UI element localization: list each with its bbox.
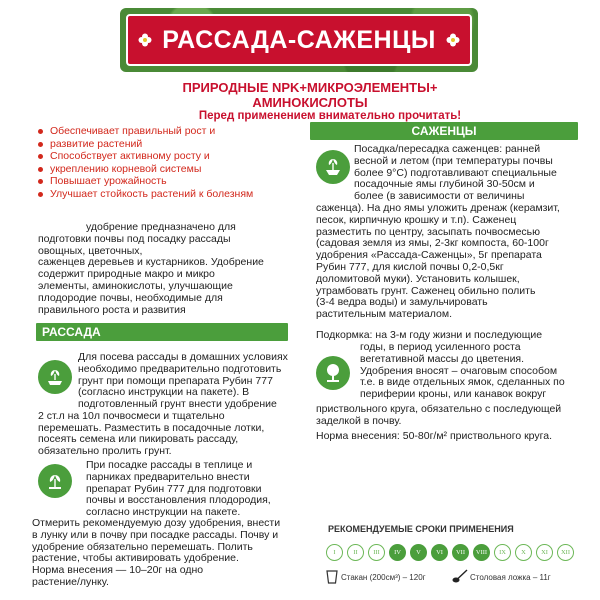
month-badge: XI xyxy=(536,544,553,561)
month-badge: IV xyxy=(389,544,406,561)
text-line: годы, в период усиленного роста xyxy=(360,341,521,353)
text-line: грунт при помощи препарата Рубин 777 xyxy=(78,374,273,387)
text-line: Удобрения вносят – очаговым способом xyxy=(360,364,558,377)
text-line: удобрение обязательно перемешать. Полить xyxy=(32,540,253,553)
text-line: разместить по центру, засыпать почвосмесью xyxy=(316,225,541,238)
text-line: препарат Рубин 777 для подготовки xyxy=(86,482,262,495)
text-line: обязательно пролить грунт. xyxy=(38,445,172,458)
text-line: саженца). На дно ямы уложить дренаж (керамзит, xyxy=(316,202,560,214)
text-line: т.е. в виде отдельных ямок, сделанных по xyxy=(360,376,565,389)
spoon-icon xyxy=(452,568,468,584)
intro-line: элементы, аминокислоты, улучшающие xyxy=(38,279,233,292)
intro-line: подготовки почвы под посадку рассады xyxy=(38,232,231,245)
text-line: Норма внесения: 50-80г/м² приствольного круга. xyxy=(316,429,552,442)
text-line: удобрения «Рассада-Саженцы», 5г препарата xyxy=(316,249,542,262)
benefit-item: Повышает урожайность xyxy=(38,175,288,188)
months-row xyxy=(326,544,574,561)
intro-line: саженцев деревьев и кустарников. Удобрение xyxy=(38,256,264,269)
text-line: (3-4 ведра воды) и замульчировать xyxy=(316,296,488,309)
text-line: 2 ст.л на 10л почвосмеси и тщательно xyxy=(38,409,225,422)
text-line: растение, чтобы активировать удобрение. xyxy=(32,552,239,565)
text-line: растение/лунку. xyxy=(32,575,109,588)
subtitle-line-2: АМИНОКИСЛОТЫ xyxy=(252,95,368,110)
sajency-feeding-paragraph xyxy=(360,342,578,401)
intro-line: содержит природные макро и микро xyxy=(38,268,215,281)
rassada-paragraph-1 xyxy=(78,352,288,399)
month-badge: II xyxy=(347,544,364,561)
text-line: утрамбовать грунт. Саженец обильно полить xyxy=(316,284,536,297)
seed-tray-icon xyxy=(38,360,72,394)
month-badge: I xyxy=(326,544,343,561)
glass-icon xyxy=(326,570,338,584)
text-line: перемешать. Разместить в посадочные лотки, xyxy=(38,421,265,434)
rassada-paragraph-2-cont xyxy=(32,518,288,589)
text-line: При посадке рассады в теплице и xyxy=(86,459,253,471)
month-badge: VIII xyxy=(473,544,490,561)
month-badge: XII xyxy=(557,544,574,561)
month-badge: VII xyxy=(452,544,469,561)
text-line: почвы и восстановления плодородия, xyxy=(86,494,271,507)
text-line: необходимо предварительно подготовить xyxy=(78,362,282,375)
text-line: заделкой в почву. xyxy=(316,414,402,427)
title-banner xyxy=(120,8,478,72)
text-line: весной и летом (при температуры почвы xyxy=(354,154,553,167)
intro-line: плодородие почвы, необходимые для xyxy=(38,291,223,304)
intro-line: правильного роста и развития xyxy=(38,303,186,316)
flower-icon xyxy=(138,33,152,47)
text-line: посадочные ямы глубиной 30-50см и xyxy=(354,178,535,191)
sprout-icon xyxy=(38,464,72,498)
month-badge: VI xyxy=(431,544,448,561)
text-line: парниках предварительно внести xyxy=(86,470,250,483)
subtitle-line-1: ПРИРОДНЫЕ NPK+МИКРОЭЛЕМЕНТЫ+ xyxy=(182,80,438,95)
text-line: согласно инструкции на пакете. xyxy=(86,506,241,519)
text-line: более (в зависимости от величины xyxy=(354,190,525,203)
text-line: Норма внесения — 10–20г на одно xyxy=(32,564,204,577)
title-banner-inner xyxy=(126,14,472,66)
text-line: доломитовой муки). Установить колышек, xyxy=(316,272,520,285)
benefit-item: Улучшает стойкость растений к болезням xyxy=(38,188,288,201)
text-line: Подкормка: на 3-м году жизни и последующие xyxy=(316,329,543,341)
benefit-item: Обеспечивает правильный рост и xyxy=(38,125,288,138)
intro-line: овощных, цветочных, xyxy=(38,244,143,257)
month-badge: IX xyxy=(494,544,511,561)
text-line: песок, кирпичную крошку и т.п). Саженец xyxy=(316,213,517,226)
spoon-measure: Столовая ложка – 11г xyxy=(470,573,551,582)
text-line: Посадка/пересадка саженцев: ранней xyxy=(354,143,541,155)
text-line: подготовленный грунт внести удобрение xyxy=(78,398,277,410)
sajency-planting-paragraph xyxy=(354,144,578,203)
text-line: вегетативной массы до цветения. xyxy=(360,352,525,365)
text-line: (садовая земля из ямы, 2-3кг компоста, 60-100г xyxy=(316,237,549,250)
text-line: Отмерить рекомендуемую дозу удобрения, внести xyxy=(32,517,281,529)
glass-measure: Стакан (200см³) – 120г xyxy=(341,573,426,582)
intro-paragraph xyxy=(38,222,286,316)
planting-icon xyxy=(316,150,350,184)
flower-icon xyxy=(446,33,460,47)
text-line: более 9°С) подготавливают специальные xyxy=(354,166,557,179)
section-header-sajency: САЖЕНЦЫ xyxy=(310,122,578,140)
benefit-item: Способствует активному росту и xyxy=(38,150,288,163)
benefit-item-cont: развитие растений xyxy=(38,138,288,151)
month-badge: III xyxy=(368,544,385,561)
page-title: РАССАДА-САЖЕНЦЫ xyxy=(162,25,436,54)
month-badge: V xyxy=(410,544,427,561)
rassada-paragraph-1-cont xyxy=(38,399,288,458)
warning-text: Перед применением внимательно прочитать! xyxy=(198,110,462,122)
sajency-planting-paragraph-cont xyxy=(316,203,578,321)
tree-icon xyxy=(316,356,350,390)
text-line: Для посева рассады в домашних условиях xyxy=(78,351,288,363)
text-line: растительным материалом. xyxy=(316,308,452,321)
text-line: периферии кроны, или канавок вокруг xyxy=(360,388,547,401)
section-header-rassada: РАССАДА xyxy=(36,323,288,341)
month-badge: X xyxy=(515,544,532,561)
intro-line: удобрение предназначено для xyxy=(86,221,236,233)
rassada-paragraph-2 xyxy=(86,460,288,519)
sajency-feeding-paragraph-cont xyxy=(316,404,578,442)
text-line: (согласно инструкции на пакете). В xyxy=(78,386,250,399)
text-line: в лунку или в почву при посадке рассады. Почву и xyxy=(32,528,279,541)
text-line: посеять семена или пикировать рассаду, xyxy=(38,433,239,446)
text-line: приствольного круга, обязательно с последующей xyxy=(316,403,562,415)
text-line: Рубин 777, для кислой почвы 0,2-0,5кг xyxy=(316,260,504,273)
months-title: РЕКОМЕНДУЕМЫЕ СРОКИ ПРИМЕНЕНИЯ xyxy=(328,524,514,534)
benefits-list xyxy=(38,125,288,200)
benefit-item-cont: укреплению корневой системы xyxy=(38,163,288,176)
